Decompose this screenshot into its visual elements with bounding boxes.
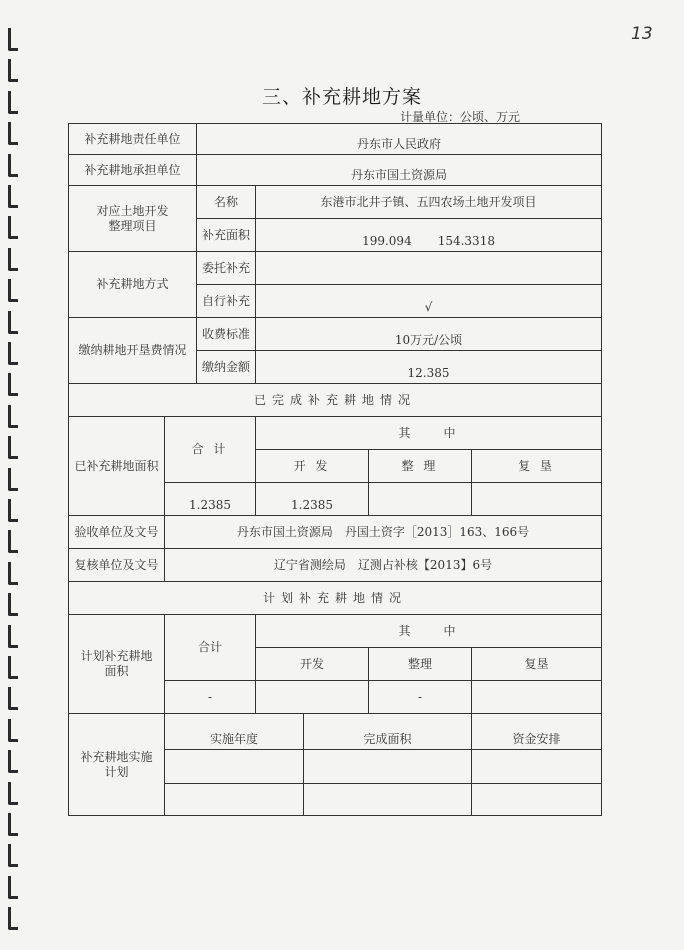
binding-hole xyxy=(8,876,18,899)
impl-funds-label: 资金安排 xyxy=(472,714,602,750)
review-label: 复核单位及文号 xyxy=(69,549,165,582)
binding-hole xyxy=(8,907,18,930)
binding-hole xyxy=(8,373,18,396)
area-values xyxy=(256,219,602,252)
row-undertaker xyxy=(69,155,602,186)
binding-hole xyxy=(8,154,18,177)
supplementary-farmland-form xyxy=(68,123,602,816)
impl-area-cell xyxy=(304,784,472,816)
binding-hole xyxy=(8,530,18,553)
completed-total-label: 合 计 xyxy=(165,417,256,483)
binding-hole xyxy=(8,59,18,82)
row-project-name xyxy=(69,186,602,219)
project-label-text: 对应土地开发整理项目 xyxy=(96,203,169,233)
planned-reclaim-label: 复垦 xyxy=(472,648,602,681)
binding-hole xyxy=(8,28,18,51)
binding-hole xyxy=(8,625,18,648)
planned-arrange-label: 整理 xyxy=(369,648,472,681)
binding-hole xyxy=(8,656,18,679)
completed-reclaim-label: 复 垦 xyxy=(472,450,602,483)
impl-funds-cell xyxy=(472,750,602,784)
impl-label xyxy=(69,714,165,816)
row-entrust xyxy=(69,252,602,285)
undertaker-value: 丹东市国土资源局 xyxy=(197,155,602,186)
entrust-value xyxy=(256,252,602,285)
binding-hole xyxy=(8,499,18,522)
row-acceptance xyxy=(69,516,602,549)
binding-hole xyxy=(8,593,18,616)
acceptance-label: 验收单位及文号 xyxy=(69,516,165,549)
completed-arrange-value xyxy=(369,483,472,516)
impl-year-cell xyxy=(165,784,304,816)
acceptance-value: 丹东市国土资源局 丹国土资字［2013］163、166号 xyxy=(165,516,602,549)
binding-hole xyxy=(8,248,18,271)
row-fee-standard xyxy=(69,318,602,351)
responsible-value: 丹东市人民政府 xyxy=(197,124,602,155)
planned-reclaim-value xyxy=(472,681,602,714)
completed-arrange-label: 整 理 xyxy=(369,450,472,483)
page-title: 三、补充耕地方案 xyxy=(261,86,422,108)
binding-hole xyxy=(8,719,18,742)
binding-hole xyxy=(8,436,18,459)
area-label: 补充面积 xyxy=(197,219,256,252)
binding-hole xyxy=(8,813,18,836)
entrust-label: 委托补充 xyxy=(197,252,256,285)
binding-hole xyxy=(8,311,18,334)
row-responsible xyxy=(69,124,602,155)
impl-label-text: 补充耕地实施计划 xyxy=(80,749,153,779)
binding-hole xyxy=(8,782,18,805)
fee-standard-value: 10万元/公顷 xyxy=(256,318,602,351)
area-value-1: 199.094 xyxy=(362,234,412,248)
project-label xyxy=(69,186,197,252)
completed-heading: 已完成补充耕地情况 xyxy=(69,384,602,417)
impl-year-cell xyxy=(165,750,304,784)
fee-amount-label: 缴纳金额 xyxy=(197,351,256,384)
binding-hole xyxy=(8,216,18,239)
planned-develop-value xyxy=(256,681,369,714)
planned-arrange-value: - xyxy=(369,681,472,714)
method-label: 补充耕地方式 xyxy=(69,252,197,318)
planned-develop-label: 开发 xyxy=(256,648,369,681)
impl-area-cell xyxy=(304,750,472,784)
binding-hole xyxy=(8,750,18,773)
name-value: 东港市北井子镇、五四农场土地开发项目 xyxy=(256,186,602,219)
binding-hole xyxy=(8,844,18,867)
row-planned-heading xyxy=(69,582,602,615)
row-completed-among xyxy=(69,417,602,450)
self-value: √ xyxy=(256,285,602,318)
impl-year-label: 实施年度 xyxy=(165,714,304,750)
measurement-unit: 计量单位：公顷、万元 xyxy=(400,110,521,124)
row-impl-header xyxy=(69,714,602,750)
completed-develop-label: 开 发 xyxy=(256,450,369,483)
row-planned-among xyxy=(69,615,602,648)
undertaker-label: 补充耕地承担单位 xyxy=(69,155,197,186)
area-value-2: 154.3318 xyxy=(437,234,495,248)
fee-amount-value: 12.385 xyxy=(256,351,602,384)
row-review xyxy=(69,549,602,582)
impl-completed-area-label: 完成面积 xyxy=(304,714,472,750)
page-number: 13 xyxy=(631,24,653,44)
binding-hole xyxy=(8,342,18,365)
completed-among-label: 其 中 xyxy=(256,417,602,450)
fee-standard-label: 收费标准 xyxy=(197,318,256,351)
binding-holes xyxy=(8,28,22,938)
binding-hole xyxy=(8,468,18,491)
binding-hole xyxy=(8,122,18,145)
planned-among-label: 其 中 xyxy=(256,615,602,648)
binding-hole xyxy=(8,687,18,710)
planned-area-label-text: 计划补充耕地面积 xyxy=(80,649,153,678)
binding-hole xyxy=(8,185,18,208)
completed-reclaim-value xyxy=(472,483,602,516)
binding-hole xyxy=(8,562,18,585)
completed-develop-value: 1.2385 xyxy=(256,483,369,516)
planned-heading: 计划补充耕地情况 xyxy=(69,582,602,615)
planned-area-label xyxy=(69,615,165,714)
completed-total-value: 1.2385 xyxy=(165,483,256,516)
self-label: 自行补充 xyxy=(197,285,256,318)
binding-hole xyxy=(8,405,18,428)
planned-total-value: - xyxy=(165,681,256,714)
completed-area-label: 已补充耕地面积 xyxy=(69,417,165,516)
row-completed-heading xyxy=(69,384,602,417)
fee-label: 缴纳耕地开垦费情况 xyxy=(69,318,197,384)
planned-total-label: 合计 xyxy=(165,615,256,681)
name-label: 名称 xyxy=(197,186,256,219)
binding-hole xyxy=(8,279,18,302)
impl-funds-cell xyxy=(472,784,602,816)
responsible-label: 补充耕地责任单位 xyxy=(69,124,197,155)
review-value: 辽宁省测绘局 辽测占补核【2013】6号 xyxy=(165,549,602,582)
